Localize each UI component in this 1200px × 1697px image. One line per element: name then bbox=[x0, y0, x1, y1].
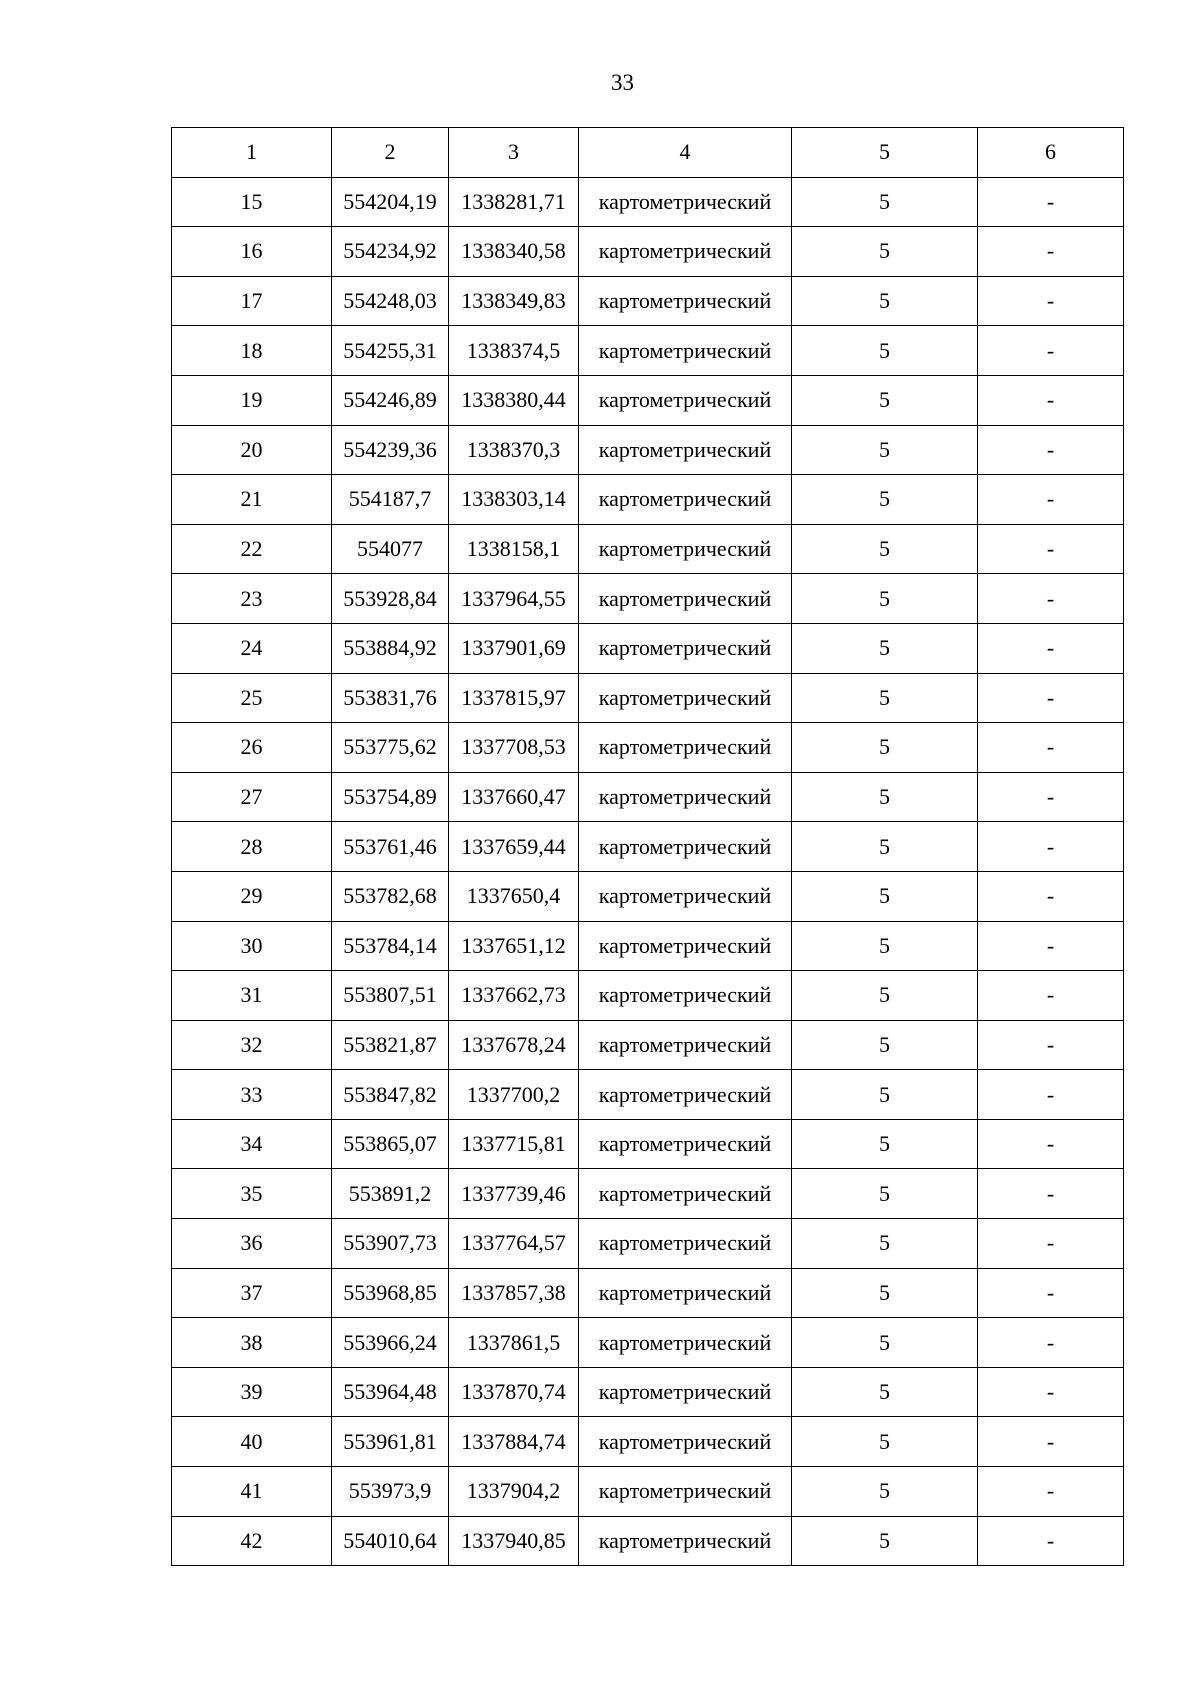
method-cell: картометрический bbox=[579, 1417, 792, 1467]
method-cell: картометрический bbox=[579, 871, 792, 921]
description-cell: - bbox=[978, 1268, 1124, 1318]
description-cell: - bbox=[978, 574, 1124, 624]
point-number-cell: 30 bbox=[172, 921, 332, 971]
description-cell: - bbox=[978, 921, 1124, 971]
description-cell: - bbox=[978, 822, 1124, 872]
method-cell: картометрический bbox=[579, 1268, 792, 1318]
accuracy-cell: 5 bbox=[792, 1020, 978, 1070]
point-number-cell: 22 bbox=[172, 524, 332, 574]
table-row bbox=[172, 326, 1124, 376]
x-coordinate-cell: 553761,46 bbox=[332, 822, 449, 872]
x-coordinate-cell: 554239,36 bbox=[332, 425, 449, 475]
table-row bbox=[172, 524, 1124, 574]
method-cell: картометрический bbox=[579, 971, 792, 1021]
point-number-cell: 26 bbox=[172, 723, 332, 773]
point-number-cell: 39 bbox=[172, 1367, 332, 1417]
x-coordinate-cell: 553928,84 bbox=[332, 574, 449, 624]
accuracy-cell: 5 bbox=[792, 574, 978, 624]
column-header-1: 1 bbox=[172, 128, 332, 178]
x-coordinate-cell: 553961,81 bbox=[332, 1417, 449, 1467]
accuracy-cell: 5 bbox=[792, 326, 978, 376]
y-coordinate-cell: 1337857,38 bbox=[449, 1268, 579, 1318]
description-cell: - bbox=[978, 1417, 1124, 1467]
point-number-cell: 17 bbox=[172, 276, 332, 326]
y-coordinate-cell: 1337815,97 bbox=[449, 673, 579, 723]
table-row bbox=[172, 1020, 1124, 1070]
x-coordinate-cell: 553847,82 bbox=[332, 1070, 449, 1120]
x-coordinate-cell: 553973,9 bbox=[332, 1467, 449, 1517]
accuracy-cell: 5 bbox=[792, 475, 978, 525]
y-coordinate-cell: 1337700,2 bbox=[449, 1070, 579, 1120]
table-row bbox=[172, 425, 1124, 475]
method-cell: картометрический bbox=[579, 475, 792, 525]
method-cell: картометрический bbox=[579, 326, 792, 376]
method-cell: картометрический bbox=[579, 1367, 792, 1417]
description-cell: - bbox=[978, 524, 1124, 574]
table-row bbox=[172, 971, 1124, 1021]
accuracy-cell: 5 bbox=[792, 822, 978, 872]
method-cell: картометрический bbox=[579, 524, 792, 574]
point-number-cell: 38 bbox=[172, 1318, 332, 1368]
y-coordinate-cell: 1337650,4 bbox=[449, 871, 579, 921]
y-coordinate-cell: 1338281,71 bbox=[449, 177, 579, 227]
description-cell: - bbox=[978, 425, 1124, 475]
coordinates-table bbox=[171, 127, 1124, 1566]
point-number-cell: 31 bbox=[172, 971, 332, 1021]
accuracy-cell: 5 bbox=[792, 1467, 978, 1517]
x-coordinate-cell: 553884,92 bbox=[332, 623, 449, 673]
y-coordinate-cell: 1338380,44 bbox=[449, 375, 579, 425]
point-number-cell: 29 bbox=[172, 871, 332, 921]
method-cell: картометрический bbox=[579, 375, 792, 425]
method-cell: картометрический bbox=[579, 921, 792, 971]
accuracy-cell: 5 bbox=[792, 227, 978, 277]
point-number-cell: 41 bbox=[172, 1467, 332, 1517]
accuracy-cell: 5 bbox=[792, 871, 978, 921]
x-coordinate-cell: 554010,64 bbox=[332, 1516, 449, 1566]
x-coordinate-cell: 553968,85 bbox=[332, 1268, 449, 1318]
x-coordinate-cell: 553807,51 bbox=[332, 971, 449, 1021]
accuracy-cell: 5 bbox=[792, 1070, 978, 1120]
point-number-cell: 35 bbox=[172, 1169, 332, 1219]
accuracy-cell: 5 bbox=[792, 524, 978, 574]
accuracy-cell: 5 bbox=[792, 1268, 978, 1318]
table-row bbox=[172, 723, 1124, 773]
y-coordinate-cell: 1337739,46 bbox=[449, 1169, 579, 1219]
table-row bbox=[172, 623, 1124, 673]
point-number-cell: 16 bbox=[172, 227, 332, 277]
description-cell: - bbox=[978, 971, 1124, 1021]
column-header-3: 3 bbox=[449, 128, 579, 178]
accuracy-cell: 5 bbox=[792, 772, 978, 822]
x-coordinate-cell: 553775,62 bbox=[332, 723, 449, 773]
y-coordinate-cell: 1337678,24 bbox=[449, 1020, 579, 1070]
y-coordinate-cell: 1338340,58 bbox=[449, 227, 579, 277]
y-coordinate-cell: 1337870,74 bbox=[449, 1367, 579, 1417]
x-coordinate-cell: 553754,89 bbox=[332, 772, 449, 822]
description-cell: - bbox=[978, 1367, 1124, 1417]
x-coordinate-cell: 554248,03 bbox=[332, 276, 449, 326]
point-number-cell: 25 bbox=[172, 673, 332, 723]
y-coordinate-cell: 1337884,74 bbox=[449, 1417, 579, 1467]
description-cell: - bbox=[978, 177, 1124, 227]
y-coordinate-cell: 1337659,44 bbox=[449, 822, 579, 872]
accuracy-cell: 5 bbox=[792, 1417, 978, 1467]
x-coordinate-cell: 553964,48 bbox=[332, 1367, 449, 1417]
method-cell: картометрический bbox=[579, 1119, 792, 1169]
method-cell: картометрический bbox=[579, 1219, 792, 1269]
y-coordinate-cell: 1337861,5 bbox=[449, 1318, 579, 1368]
y-coordinate-cell: 1338374,5 bbox=[449, 326, 579, 376]
point-number-cell: 18 bbox=[172, 326, 332, 376]
accuracy-cell: 5 bbox=[792, 1367, 978, 1417]
point-number-cell: 24 bbox=[172, 623, 332, 673]
x-coordinate-cell: 553865,07 bbox=[332, 1119, 449, 1169]
table-row bbox=[172, 1516, 1124, 1566]
method-cell: картометрический bbox=[579, 1020, 792, 1070]
method-cell: картометрический bbox=[579, 1467, 792, 1517]
method-cell: картометрический bbox=[579, 177, 792, 227]
x-coordinate-cell: 553784,14 bbox=[332, 921, 449, 971]
description-cell: - bbox=[978, 871, 1124, 921]
table-row bbox=[172, 1268, 1124, 1318]
x-coordinate-cell: 554204,19 bbox=[332, 177, 449, 227]
table-row bbox=[172, 1467, 1124, 1517]
accuracy-cell: 5 bbox=[792, 1318, 978, 1368]
y-coordinate-cell: 1338158,1 bbox=[449, 524, 579, 574]
accuracy-cell: 5 bbox=[792, 971, 978, 1021]
description-cell: - bbox=[978, 623, 1124, 673]
table-row bbox=[172, 822, 1124, 872]
y-coordinate-cell: 1338370,3 bbox=[449, 425, 579, 475]
description-cell: - bbox=[978, 673, 1124, 723]
point-number-cell: 21 bbox=[172, 475, 332, 525]
point-number-cell: 40 bbox=[172, 1417, 332, 1467]
y-coordinate-cell: 1338303,14 bbox=[449, 475, 579, 525]
method-cell: картометрический bbox=[579, 574, 792, 624]
description-cell: - bbox=[978, 375, 1124, 425]
y-coordinate-cell: 1337660,47 bbox=[449, 772, 579, 822]
table-row bbox=[172, 227, 1124, 277]
accuracy-cell: 5 bbox=[792, 623, 978, 673]
table-row bbox=[172, 921, 1124, 971]
column-header-4: 4 bbox=[579, 128, 792, 178]
table-row bbox=[172, 1367, 1124, 1417]
table-row bbox=[172, 1119, 1124, 1169]
y-coordinate-cell: 1337940,85 bbox=[449, 1516, 579, 1566]
point-number-cell: 27 bbox=[172, 772, 332, 822]
accuracy-cell: 5 bbox=[792, 177, 978, 227]
table-row bbox=[172, 375, 1124, 425]
point-number-cell: 37 bbox=[172, 1268, 332, 1318]
description-cell: - bbox=[978, 276, 1124, 326]
column-header-2: 2 bbox=[332, 128, 449, 178]
method-cell: картометрический bbox=[579, 1318, 792, 1368]
column-header-5: 5 bbox=[792, 128, 978, 178]
description-cell: - bbox=[978, 1119, 1124, 1169]
point-number-cell: 23 bbox=[172, 574, 332, 624]
method-cell: картометрический bbox=[579, 723, 792, 773]
method-cell: картометрический bbox=[579, 1516, 792, 1566]
x-coordinate-cell: 554187,7 bbox=[332, 475, 449, 525]
method-cell: картометрический bbox=[579, 822, 792, 872]
method-cell: картометрический bbox=[579, 425, 792, 475]
table-body bbox=[172, 177, 1124, 1566]
y-coordinate-cell: 1337764,57 bbox=[449, 1219, 579, 1269]
x-coordinate-cell: 553907,73 bbox=[332, 1219, 449, 1269]
method-cell: картометрический bbox=[579, 1169, 792, 1219]
x-coordinate-cell: 554246,89 bbox=[332, 375, 449, 425]
accuracy-cell: 5 bbox=[792, 425, 978, 475]
description-cell: - bbox=[978, 227, 1124, 277]
y-coordinate-cell: 1337651,12 bbox=[449, 921, 579, 971]
description-cell: - bbox=[978, 1070, 1124, 1120]
y-coordinate-cell: 1337964,55 bbox=[449, 574, 579, 624]
method-cell: картометрический bbox=[579, 673, 792, 723]
table-row bbox=[172, 1169, 1124, 1219]
description-cell: - bbox=[978, 1516, 1124, 1566]
x-coordinate-cell: 554077 bbox=[332, 524, 449, 574]
x-coordinate-cell: 553821,87 bbox=[332, 1020, 449, 1070]
accuracy-cell: 5 bbox=[792, 921, 978, 971]
y-coordinate-cell: 1337904,2 bbox=[449, 1467, 579, 1517]
y-coordinate-cell: 1338349,83 bbox=[449, 276, 579, 326]
y-coordinate-cell: 1337708,53 bbox=[449, 723, 579, 773]
x-coordinate-cell: 553966,24 bbox=[332, 1318, 449, 1368]
x-coordinate-cell: 553891,2 bbox=[332, 1169, 449, 1219]
x-coordinate-cell: 553782,68 bbox=[332, 871, 449, 921]
table-row bbox=[172, 475, 1124, 525]
page-number: 33 bbox=[611, 70, 634, 95]
point-number-cell: 28 bbox=[172, 822, 332, 872]
table-row bbox=[172, 276, 1124, 326]
point-number-cell: 33 bbox=[172, 1070, 332, 1120]
y-coordinate-cell: 1337662,73 bbox=[449, 971, 579, 1021]
table-row bbox=[172, 772, 1124, 822]
table-row bbox=[172, 1318, 1124, 1368]
table-row bbox=[172, 673, 1124, 723]
accuracy-cell: 5 bbox=[792, 723, 978, 773]
description-cell: - bbox=[978, 1219, 1124, 1269]
accuracy-cell: 5 bbox=[792, 375, 978, 425]
point-number-cell: 34 bbox=[172, 1119, 332, 1169]
method-cell: картометрический bbox=[579, 227, 792, 277]
accuracy-cell: 5 bbox=[792, 1119, 978, 1169]
method-cell: картометрический bbox=[579, 1070, 792, 1120]
table-row bbox=[172, 574, 1124, 624]
method-cell: картометрический bbox=[579, 623, 792, 673]
description-cell: - bbox=[978, 326, 1124, 376]
description-cell: - bbox=[978, 772, 1124, 822]
x-coordinate-cell: 554255,31 bbox=[332, 326, 449, 376]
table-row bbox=[172, 177, 1124, 227]
accuracy-cell: 5 bbox=[792, 276, 978, 326]
description-cell: - bbox=[978, 1467, 1124, 1517]
point-number-cell: 36 bbox=[172, 1219, 332, 1269]
accuracy-cell: 5 bbox=[792, 1516, 978, 1566]
method-cell: картометрический bbox=[579, 276, 792, 326]
point-number-cell: 15 bbox=[172, 177, 332, 227]
description-cell: - bbox=[978, 475, 1124, 525]
y-coordinate-cell: 1337715,81 bbox=[449, 1119, 579, 1169]
point-number-cell: 32 bbox=[172, 1020, 332, 1070]
point-number-cell: 19 bbox=[172, 375, 332, 425]
table-row bbox=[172, 1070, 1124, 1120]
table-row bbox=[172, 1219, 1124, 1269]
table-row bbox=[172, 871, 1124, 921]
accuracy-cell: 5 bbox=[792, 1219, 978, 1269]
point-number-cell: 20 bbox=[172, 425, 332, 475]
x-coordinate-cell: 554234,92 bbox=[332, 227, 449, 277]
description-cell: - bbox=[978, 723, 1124, 773]
accuracy-cell: 5 bbox=[792, 673, 978, 723]
description-cell: - bbox=[978, 1020, 1124, 1070]
x-coordinate-cell: 553831,76 bbox=[332, 673, 449, 723]
point-number-cell: 42 bbox=[172, 1516, 332, 1566]
accuracy-cell: 5 bbox=[792, 1169, 978, 1219]
header-row bbox=[172, 128, 1124, 178]
description-cell: - bbox=[978, 1169, 1124, 1219]
description-cell: - bbox=[978, 1318, 1124, 1368]
column-header-6: 6 bbox=[978, 128, 1124, 178]
y-coordinate-cell: 1337901,69 bbox=[449, 623, 579, 673]
table-row bbox=[172, 1417, 1124, 1467]
method-cell: картометрический bbox=[579, 772, 792, 822]
